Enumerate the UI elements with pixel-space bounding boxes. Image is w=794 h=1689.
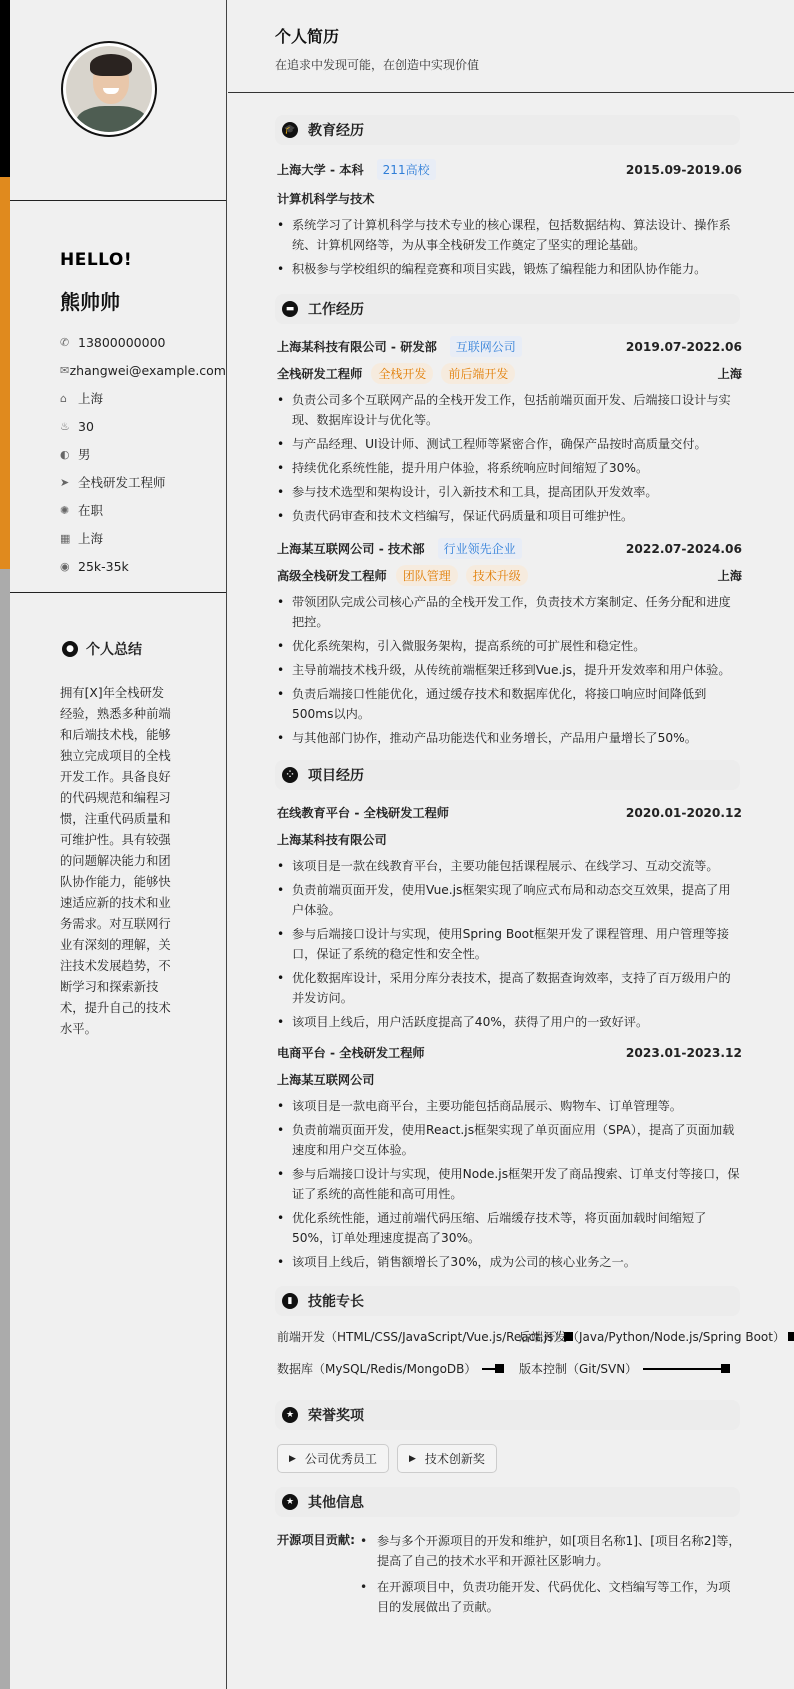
job-row [277,538,742,559]
building-icon: ▦ [60,531,71,545]
graduation-cap-icon: 🎓 [282,122,298,138]
project-row [277,1044,742,1061]
list-item: • 参与后端接口设计与实现，使用Node.js框架开发了商品搜索、订单支付等接口，保证了系统的高性能和高可用性。 [277,1164,742,1204]
school-tag: 211高校 [377,159,436,180]
education-heading [275,115,740,145]
list-item: • 优化数据库设计，采用分库分表技术，提高了数据查询效率，支持了百万级用户的并发访问。 [277,968,742,1008]
skills-heading [275,1286,740,1316]
role-tag: 技术升级 [466,565,528,586]
job-city: 上海 [717,367,742,381]
job-row [277,336,742,357]
home-text: 上海 [78,391,104,406]
contact-gender [60,440,226,468]
project-date: 2023.01-2023.12 [625,1045,742,1060]
role-name: 高级全栈研发工程师 [277,569,387,583]
skill-level-bar [643,1368,728,1370]
summary-text: 拥有[X]年全栈研发经验，熟悉多种前端和后端技术栈，能够独立完成项目的全栈开发工作。具备良好的代码规范和编程习惯，注重代码质量和可维护性。具有较强的问题解决能力和团队协作能力，能够快速适应新的技术和业务需求。对互联网行业有深刻的理解，关注技术发展趋势，不断学习和探索新技术，提升自己的技术水平。 [60,686,171,1036]
list-item: • 在开源项目中，负责功能开发、代码优化、文档编写等工作，为项目的发展做出了贡献。 [357,1577,742,1617]
list-item: • 系统学习了计算机科学与技术专业的核心课程，包括数据结构、算法设计、操作系统、计算机网络等，为从事全栈研发工作奠定了坚实的理论基础。 [277,215,742,255]
gender-text: 男 [78,447,91,462]
phone-text: 13800000000 [78,334,166,350]
other-block [277,1531,742,1623]
status-icon: ✺ [60,503,70,517]
salary-icon: ◉ [60,559,70,573]
job-date: 2019.07-2022.06 [625,339,742,354]
contact-age [60,412,226,440]
trophy-icon: ★ [282,1407,298,1423]
resume-subtitle: 在追求中发现可能，在创造中实现价值 [275,58,480,72]
list-item: • 持续优化系统性能，提升用户体验，将系统响应时间缩短了30%。 [277,458,742,478]
major: 计算机科学与技术 [277,192,375,206]
list-item: • 积极参与学校组织的编程竞赛和项目实践，锻炼了编程能力和团队协作能力。 [277,259,742,279]
project-bullets [277,856,742,1032]
list-item: • 与产品经理、UI设计师、测试工程师等紧密合作，确保产品按时高质量交付。 [277,434,742,454]
gender-icon: ◐ [60,447,70,461]
project-company: 上海某互联网公司 [277,1073,375,1087]
user-icon: ● [62,641,78,657]
salary-text: 25k-35k [78,558,129,574]
skills-title: 技能专长 [308,1294,364,1310]
avatar [61,41,157,137]
education-title: 教育经历 [308,123,364,139]
position-text: 全栈研发工程师 [78,475,166,490]
info-icon: ★ [282,1494,298,1510]
play-icon: ▶ [289,1453,296,1464]
send-icon: ➤ [60,475,70,489]
accent-strip-orange [0,177,10,569]
education-row [277,159,742,180]
list-item: • 负责前端页面开发，使用Vue.js框架实现了响应式布局和动态交互效果，提高了用户体验。 [277,880,742,920]
job-bullets [277,390,742,526]
projects-title: 项目经历 [308,768,364,784]
list-item: • 负责前端页面开发，使用React.js框架实现了单页面应用（SPA），提高了页面加载速度和用户交互体验。 [277,1120,742,1160]
skill-vcs [519,1360,728,1377]
company-name: 上海某科技有限公司 - 研发部 [277,340,437,354]
projects-heading [275,760,740,790]
skill-label: 数据库（MySQL/Redis/MongoDB） [277,1362,477,1376]
list-item: • 该项目上线后，用户活跃度提高了40%，获得了用户的一致好评。 [277,1012,742,1032]
job-date: 2022.07-2024.06 [625,541,742,556]
work-heading [275,294,740,324]
project-row [277,804,742,821]
role-tag: 前后端开发 [441,363,515,384]
list-item: • 优化系统性能，通过前端代码压缩、后端缓存技术等，将页面加载时间缩短了50%，订单处理速度提高了30%。 [277,1208,742,1248]
play-icon: ▶ [408,1453,416,1464]
contact-list [60,328,226,580]
list-item: • 与其他部门协作，推动产品功能迭代和业务增长，产品用户量增长了50%。 [277,728,742,748]
avatar-section [10,0,226,201]
school-name: 上海大学 - 本科 [277,163,364,177]
sidebar [10,0,227,1689]
award-label: 公司优秀员工 [304,1452,377,1466]
list-item: • 该项目是一款在线教育平台，主要功能包括课程展示、在线学习、互动交流等。 [277,856,742,876]
project-date: 2020.01-2020.12 [625,805,742,820]
accent-strip-black [0,0,10,177]
project-block-1 [277,804,742,1032]
list-item: • 参与技术选型和架构设计，引入新技术和工具，提高团队开发效率。 [277,482,742,502]
list-item: • 优化系统架构，引入微服务架构，提高系统的可扩展性和稳定性。 [277,636,742,656]
list-item: • 负责后端接口性能优化，通过缓存技术和数据库优化，将接口响应时间降低到500ms以内。 [277,684,742,724]
resume-header [228,0,794,93]
email-text: zhangwei@example.com [69,362,226,378]
company-tag: 互联网公司 [450,336,522,357]
contact-phone [60,328,226,356]
company-name: 上海某互联网公司 - 技术部 [277,542,425,556]
list-item: • 负责代码审查和技术文档编写，保证代码质量和项目可维护性。 [277,506,742,526]
job-block-1 [277,336,742,526]
job-block-2 [277,538,742,748]
skill-label: 版本控制（Git/SVN） [519,1362,638,1376]
list-item: • 负责公司多个互联网产品的全栈开发工作，包括前端页面开发、后端接口设计与实现、数据库设计与优化等。 [277,390,742,430]
award-item[interactable] [277,1444,389,1473]
age-text: 30 [78,418,94,434]
education-block [277,159,742,279]
home-icon: ⌂ [60,391,67,405]
cake-icon: ♨ [60,419,70,433]
contact-status [60,496,226,524]
skill-label: 后端开发（Java/Python/Node.js/Spring Boot） [519,1330,785,1344]
other-bullets [357,1531,742,1623]
role-tag: 团队管理 [396,565,458,586]
role-row [277,565,742,586]
project-name: 电商平台 - 全栈研发工程师 [277,1046,425,1060]
summary-title-text: 个人总结 [86,642,142,658]
skills-block [277,1328,785,1388]
list-item: • 参与多个开源项目的开发和维护，如[项目名称1]、[项目名称2]等，提高了自己的技术水平和开源社区影响力。 [357,1531,742,1571]
contact-city [60,524,226,552]
accent-strip-gray [0,569,10,1689]
other-title: 其他信息 [308,1495,364,1511]
skill-database [277,1360,502,1377]
project-name: 在线教育平台 - 全栈研发工程师 [277,806,449,820]
other-heading [275,1487,740,1517]
job-city: 上海 [717,569,742,583]
list-item: • 带领团队完成公司核心产品的全栈开发工作，负责技术方案制定、任务分配和进度把控。 [277,592,742,632]
job-bullets [277,592,742,748]
main-content [228,0,794,1689]
status-text: 在职 [78,503,104,518]
skill-label: 前端开发（HTML/CSS/JavaScript/Vue.js/React.js） [277,1330,566,1344]
education-bullets [277,215,742,279]
company-tag: 行业领先企业 [438,538,522,559]
role-tag: 全栈开发 [371,363,433,384]
list-item: • 该项目上线后，销售额增长了30%，成为公司的核心业务之一。 [277,1252,742,1272]
contact-email [60,356,226,384]
grid-icon: ⁘ [282,767,298,783]
project-block-2 [277,1044,742,1272]
briefcase-icon: ▬ [282,301,298,317]
awards-list [277,1444,794,1473]
candidate-name: 熊帅帅 [60,290,120,314]
bar-chart-icon: ▮ [282,1293,298,1309]
contact-position [60,468,226,496]
other-label: 开源项目贡献: [277,1533,355,1547]
role-name: 全栈研发工程师 [277,367,363,381]
list-item: • 参与后端接口设计与实现，使用Spring Boot框架开发了课程管理、用户管理等接口，保证了系统的稳定性和安全性。 [277,924,742,964]
awards-title: 荣誉奖项 [308,1408,364,1424]
work-title: 工作经历 [308,302,364,318]
awards-heading [275,1400,740,1430]
phone-icon: ✆ [60,335,70,349]
resume-title: 个人简历 [275,27,340,46]
education-date: 2015.09-2019.06 [625,162,742,177]
list-item: • 主导前端技术栈升级，从传统前端框架迁移到Vue.js，提升开发效率和用户体验。 [277,660,742,680]
contact-salary [60,552,226,580]
list-item: • 该项目是一款电商平台，主要功能包括商品展示、购物车、订单管理等。 [277,1096,742,1116]
skill-backend [519,1328,794,1345]
mail-icon: ✉ [60,363,70,377]
project-bullets [277,1096,742,1272]
city-text: 上海 [78,531,104,546]
award-label: 技术创新奖 [424,1452,485,1466]
contact-home [60,384,226,412]
summary-heading [62,639,226,659]
award-item[interactable] [397,1444,497,1473]
project-company: 上海某科技有限公司 [277,833,387,847]
role-row [277,363,742,384]
basic-info [10,201,226,593]
skill-level-bar [482,1368,502,1370]
hello-heading: HELLO! [60,250,133,270]
